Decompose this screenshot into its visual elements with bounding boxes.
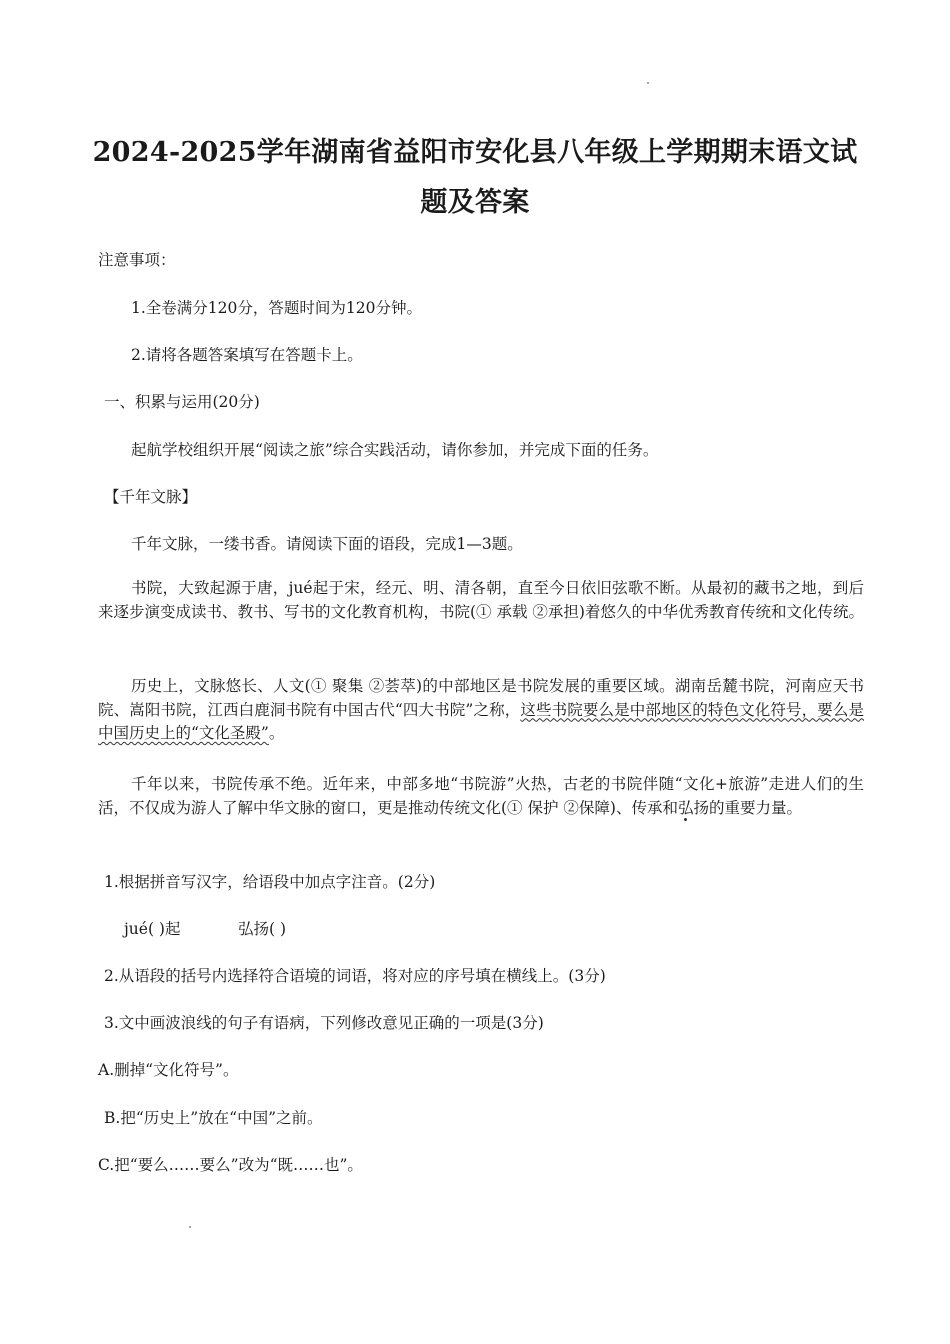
option-a: A.删掉“文化符号”。 bbox=[98, 1061, 239, 1079]
wavy-underlined-sentence: 这些书院要么是中部地区的特色文化符号，要么是中国历史上的“文化圣殿” bbox=[98, 700, 864, 742]
scan-speck bbox=[189, 1226, 191, 1228]
paragraph-text: 扬的重要力量。 bbox=[693, 798, 802, 817]
reading-lead: 千年文脉，一缕书香。请阅读下面的语段，完成1—3题。 bbox=[131, 535, 523, 553]
question-1: 1.根据拼音写汉字，给语段中加点字注音。(2分) bbox=[104, 873, 436, 891]
option-c: C.把“要么……要么”改为“既……也”。 bbox=[98, 1156, 363, 1174]
question-3: 3.文中画波浪线的句子有语病，下列修改意见正确的一项是(3分) bbox=[104, 1014, 544, 1032]
option-b: B.把“历史上”放在“中国”之前。 bbox=[104, 1109, 323, 1127]
passage-paragraph-2 bbox=[98, 675, 864, 746]
dotted-character: 弘 bbox=[677, 798, 694, 817]
scan-speck bbox=[647, 82, 649, 84]
paragraph-text: 历史上，文脉悠长、人文(① 聚集 ②荟萃)的中部地区是书院发展的重要区域。湖南岳麓书院，河南应天书院、嵩阳书院，江西白鹿洞书院有中国古代“四大书院”之称， bbox=[98, 677, 864, 719]
answer-blank-1: jué( )起 bbox=[124, 920, 181, 938]
section-intro: 起航学校组织开展“阅读之旅”综合实践活动，请你参加，并完成下面的任务。 bbox=[131, 441, 659, 459]
passage-paragraph-3 bbox=[98, 773, 864, 820]
paragraph-text: 千年以来，书院传承不绝。近年来，中部多地“书院游”火热，古老的书院伴随“文化+旅游”走进人们的生活，不仅成为游人了解中华文脉的窗口，更是推动传统文化(① 保护 ②保障)、传承和 bbox=[98, 775, 864, 817]
page-title: 2024-2025学年湖南省益阳市安化县八年级上学期期末语文试题及答案 bbox=[92, 137, 858, 218]
notice-item: 2.请将各题答案填写在答题卡上。 bbox=[131, 346, 363, 364]
question-2: 2.从语段的括号内选择符合语境的词语，将对应的序号填在横线上。(3分) bbox=[104, 967, 606, 985]
passage-paragraph-1: 书院，大致起源于唐，jué起于宋，经元、明、清各朝，直至今日依旧弦歌不断。从最初的藏书之地，到后来逐步演变成读书、教书、写书的文化教育机构，书院(① 承载 ②承担)着悠久的中华优秀教育传统和文化传统。 bbox=[98, 579, 864, 621]
sub-heading: 【千年文脉】 bbox=[104, 488, 198, 506]
notice-item: 1.全卷满分120分，答题时间为120分钟。 bbox=[131, 299, 422, 317]
notice-heading: 注意事项： bbox=[98, 251, 176, 269]
paragraph-text: 。 bbox=[268, 724, 285, 742]
answer-blank-2: 弘扬( ) bbox=[238, 920, 287, 938]
section-heading: 一、积累与运用(20分) bbox=[104, 393, 260, 411]
